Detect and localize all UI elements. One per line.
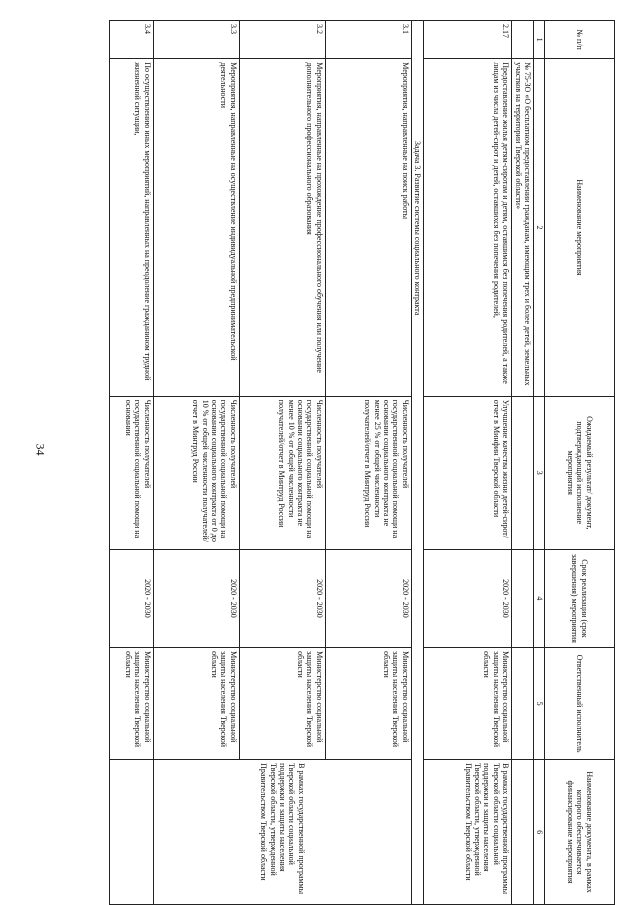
row-executor: Министерство социальной защиты населения Тверской области [325,648,411,760]
row-term [512,549,534,647]
table-row [424,21,512,905]
row-term: 2020 - 2030 [109,549,153,647]
row-name: По осуществлению иных мероприятий, направленных на преодоление гражданином трудной жизненной ситуации, [109,59,153,396]
row-document [512,760,534,905]
row-name: Мероприятия, направленные на осуществление индивидуальной предпринимательской деятельности [153,59,239,396]
table-row [109,21,153,905]
row-executor: Министерство социальной защиты населения Тверской области [109,648,153,760]
row-executor: Министерство социальной защиты населения Тверской области [153,648,239,760]
row-document [109,760,153,905]
row-num: 3.3 [153,21,239,59]
row-term: 2020 - 2030 [239,549,325,647]
table-header-row [545,21,615,905]
row-term: 2020 - 2030 [424,549,512,647]
row-name: Мероприятия, направленные на прохождение профессионального обучения или получение дополнительного профессионального образования [239,59,325,396]
index-cell: 6 [534,760,545,905]
index-cell: 1 [534,21,545,59]
row-term: 2020 - 2030 [325,549,411,647]
header-executor: Ответственный исполнитель [545,648,615,760]
row-num [512,21,534,59]
index-cell: 3 [534,396,545,549]
header-document: Наименование документа, в рамках которого обеспечивается финансирование мероприятия [545,760,615,905]
row-result: Улучшение качества жизни детей-сирот/отчет в Минфин Тверской области [424,396,512,549]
row-num: 3.2 [239,21,325,59]
index-row [534,21,545,905]
index-cell: 2 [534,59,545,396]
index-cell: 5 [534,648,545,760]
row-result: Численность получателей государственной социальной помощи на основании социального контракта от 0 до 10 % от общей численности получателей/отчет в Минтруд России [153,396,239,549]
row-document: В рамках государственной программы Тверской области социальной поддержки и защиты населения Тверской области, утвержденной Правительством Тверской области [424,760,512,905]
row-result: Численность получателей государственной социальной помощи на основании [109,396,153,549]
row-executor: Министерство социальной защиты населения Тверской области [424,648,512,760]
task3-document: В рамках государственной программы Тверской области социальной поддержки и защиты населения Тверской области, утвержденной Правительством Тверской области [153,760,411,905]
table-row [325,21,411,905]
index-cell: 4 [534,549,545,647]
header-num: № п/п [545,21,615,59]
task-heading: Задача 3. Развитие системы социального контракта [411,21,423,905]
rotated-page [115,20,615,905]
row-executor: Министерство социальной защиты населения Тверской области [239,648,325,760]
row-num: 2.17 [424,21,512,59]
page-number: 34 [33,443,48,456]
measures-table [109,20,615,905]
header-name: Наименование мероприятия [545,59,615,396]
row-executor [512,648,534,760]
row-result [512,396,534,549]
row-name: Мероприятия, направленные на поиск работы [325,59,411,396]
table-row [512,21,534,905]
row-result: Численность получателей государственной социальной помощи на основании социального контракта не менее 10 % от общей численности получателей/отчет в Минтруд России [239,396,325,549]
task-row [411,21,423,905]
header-term: Срок реализации (срок завершения) мероприятия [545,549,615,647]
row-num: 3.1 [325,21,411,59]
row-name: Предоставление жилья детям-сиротам и детям, оставшимся без попечения родителей, а также лицам из числа детей-сирот и детей, оставшихся без попечения родителей, [424,59,512,396]
header-result: Ожидаемый результат/ документ, подтверждающий исполнение мероприятия [545,396,615,549]
row-result: Численность получателей государственной социальной помощи на основании социального контракта не менее 25 % от общей численности получателей/отчет в Минтруд России [325,396,411,549]
row-name: № 75-ЗО «О бесплатном предоставлении гражданам, имеющим трех и более детей, земельных участков на территории Тверской области» [512,59,534,396]
row-term: 2020 - 2030 [153,549,239,647]
row-num: 3.4 [109,21,153,59]
